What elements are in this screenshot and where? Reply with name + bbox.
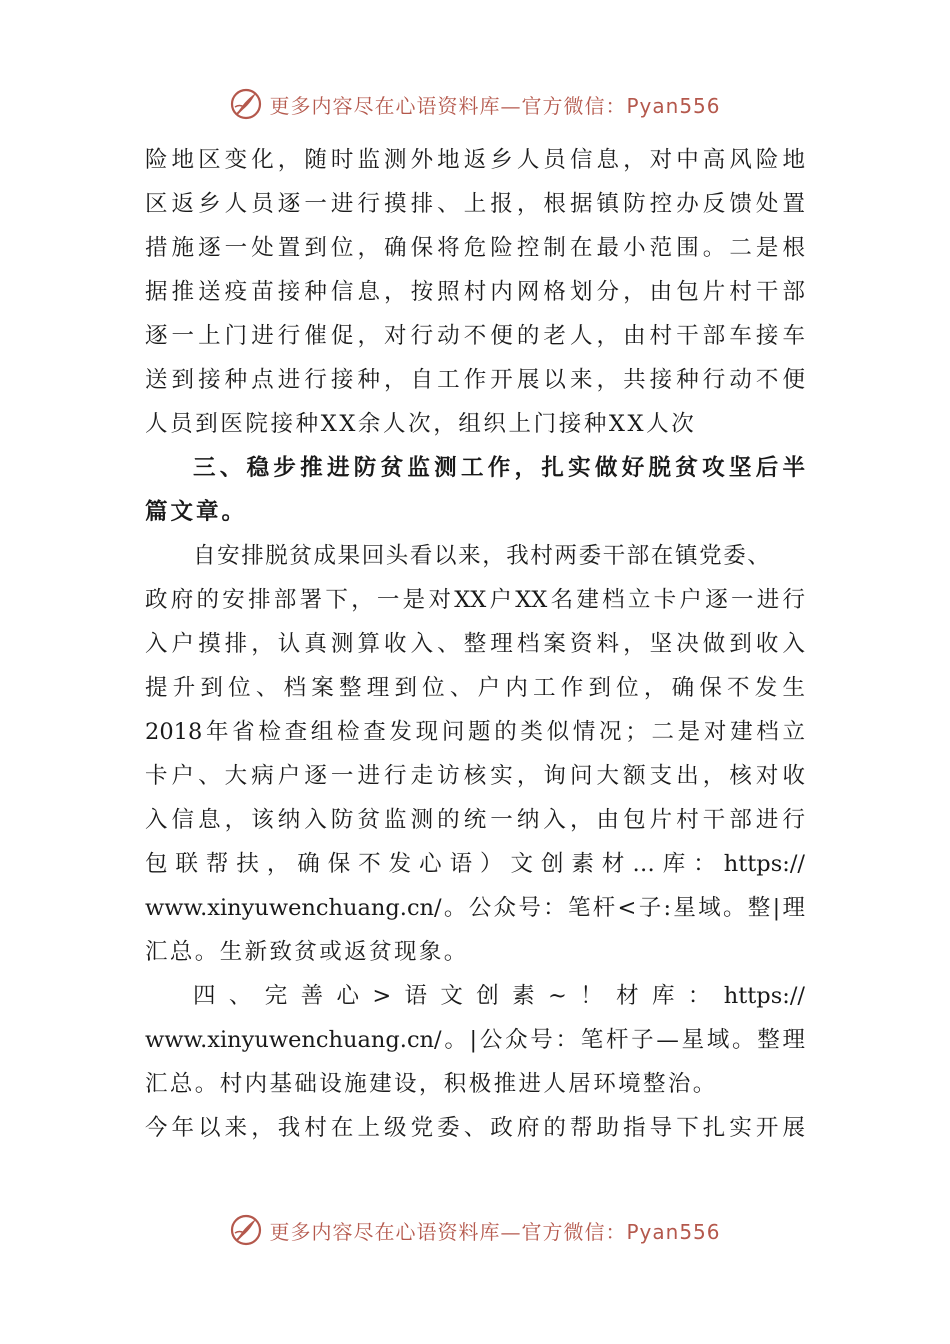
text-line: 入信息，该纳入防贫监测的统一纳入，由包片村干部进行 [145, 807, 805, 833]
header-banner [0, 84, 950, 124]
text-line: www.xinyuwenchuang.cn/。公众号：笔杆<子:星域。整|理 [145, 895, 805, 921]
text-line: 今年以来，我村在上级党委、政府的帮助指导下扎实开展 [145, 1115, 805, 1141]
text-line: 措施逐一处置到位，确保将危险控制在最小范围。二是根 [145, 235, 805, 261]
footer-banner [0, 1210, 950, 1250]
section-heading-cont: 篇文章。 [145, 499, 248, 525]
text-line: 送到接种点进行接种，自工作开展以来，共接种行动不便 [145, 367, 805, 393]
text-line: 逐一上门进行催促，对行动不便的老人，由村干部车接车 [145, 323, 805, 349]
text-line: 险地区变化，随时监测外地返乡人员信息，对中高风险地 [145, 147, 805, 173]
text-line: 区返乡人员逐一进行摸排、上报，根据镇防控办反馈处置 [145, 191, 805, 217]
text-line: 政府的安排部署下，一是对XX户XX名建档立卡户逐一进行 [145, 587, 805, 613]
text-line: 据推送疫苗接种信息，按照村内网格划分，由包片村干部 [145, 279, 805, 305]
text-line: www.xinyuwenchuang.cn/。|公众号：笔杆子—星域。整理 [145, 1027, 805, 1053]
wechat-id: Pyan556 [626, 93, 721, 118]
banner-text: 更多内容尽在心语资料库—官方微信：Pyan556 [269, 93, 721, 118]
section-heading-plain: 四、完善心>语文创素~！材库：https:// [193, 983, 805, 1009]
quill-logo-icon [229, 87, 263, 121]
text-line: 人员到医院接种XX余人次，组织上门接种XX人次 [145, 411, 697, 437]
banner-text: 更多内容尽在心语资料库—官方微信：Pyan556 [269, 1219, 721, 1244]
text-line: 提升到位、档案整理到位、户内工作到位，确保不发生 [145, 675, 805, 701]
quill-logo-icon [229, 1213, 263, 1247]
section-heading: 三、稳步推进防贫监测工作，扎实做好脱贫攻坚后半 [193, 455, 805, 481]
wechat-id: Pyan556 [626, 1219, 721, 1244]
document-body [145, 138, 805, 1150]
text-line: 入户摸排，认真测算收入、整理档案资料，坚决做到收入 [145, 631, 805, 657]
text-line: 卡户、大病户逐一进行走访核实，询问大额支出，核对收 [145, 763, 805, 789]
text-line: 自安排脱贫成果回头看以来，我村两委干部在镇党委、 [193, 543, 772, 569]
text-line: 2018年省检查组检查发现问题的类似情况；二是对建档立 [145, 719, 805, 745]
text-line: 汇总。村内基础设施建设，积极推进人居环境整治。 [145, 1071, 718, 1097]
text-line: 汇总。生新致贫或返贫现象。 [145, 939, 469, 965]
text-line: 包联帮扶，确保不发心语）文创素材…库：https:// [145, 851, 805, 877]
